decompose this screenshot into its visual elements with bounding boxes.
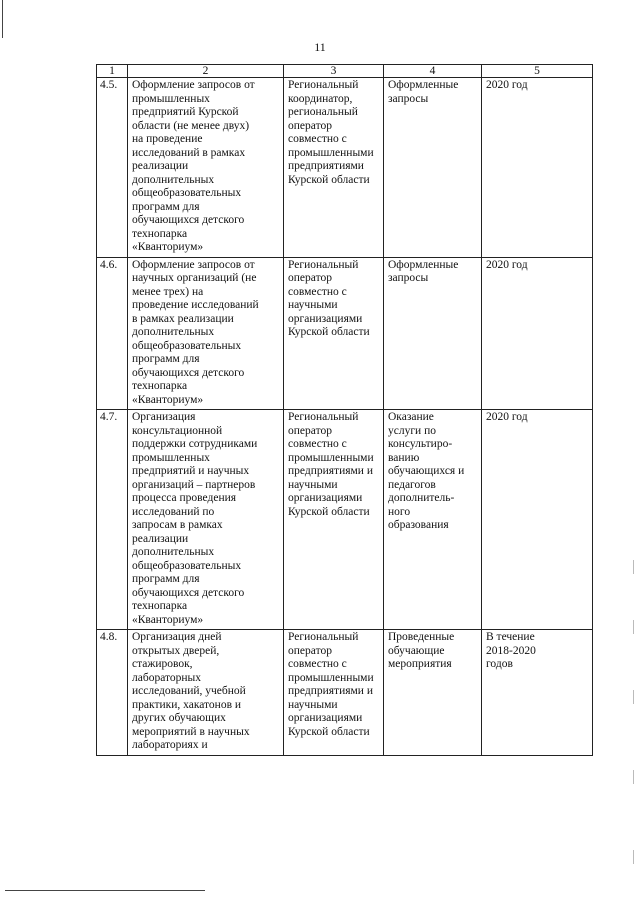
table-row: [97, 257, 593, 410]
cell-text-line: обучающихся детского: [132, 586, 245, 599]
cell-text-line: Курской области: [288, 505, 370, 518]
scan-edge-line: [2, 0, 3, 38]
cell-text-line: области (не менее двух): [132, 119, 250, 132]
cell-text-line: Региональный: [288, 411, 359, 423]
cell-text-line: запросы: [388, 272, 429, 284]
cell-text-line: годов: [486, 658, 513, 670]
cell-text-line: Проведенные: [388, 631, 455, 643]
cell-text-line: Курской области: [288, 725, 370, 738]
cell-text-line: обучающихся и: [388, 465, 465, 477]
executor-cell: [284, 78, 384, 258]
term-cell: [482, 410, 593, 630]
cell-text-line: предприятиями и: [288, 465, 373, 477]
cell-text-line: запросам в рамках: [132, 519, 223, 531]
cell-text-line: мероприятия: [388, 658, 452, 670]
cell-text-line: совместно с: [288, 133, 347, 145]
footnote-separator: [5, 890, 205, 891]
cell-text-line: Оказание: [388, 411, 434, 423]
cell-text-line: оператор: [288, 272, 332, 284]
result-cell: [384, 257, 482, 410]
cell-text-line: научными: [288, 698, 338, 711]
result-cell: [384, 410, 482, 630]
result-cell: [384, 78, 482, 258]
cell-text-line: Организация: [132, 411, 196, 423]
cell-text-line: Региональный: [288, 79, 359, 91]
executor-cell: [284, 410, 384, 630]
executor-cell: [284, 257, 384, 410]
column-header-5: 5: [482, 65, 593, 78]
cell-text-line: услуги по: [388, 424, 436, 437]
cell-text-line: организациями: [288, 492, 363, 504]
cell-text-line: промышленных: [132, 92, 210, 105]
activity-cell: [128, 410, 284, 630]
cell-text-line: промышленными: [288, 671, 374, 684]
cell-text-line: В течение: [486, 631, 535, 643]
cell-text-line: практики, хакатонов и: [132, 698, 242, 711]
cell-text-line: Региональный: [288, 631, 359, 643]
cell-text-line: 2018-2020: [486, 644, 536, 657]
cell-text-line: обучающие: [388, 644, 445, 657]
cell-text-line: 2020 год: [486, 258, 528, 271]
cell-text-line: дополнитель-: [388, 492, 455, 504]
cell-text-line: консультационной: [132, 424, 223, 437]
term-cell: [482, 630, 593, 756]
item-number: 4.7.: [97, 410, 128, 630]
result-cell: [384, 630, 482, 756]
cell-text-line: общеобразовательных: [132, 559, 242, 572]
cell-text-line: других обучающих: [132, 712, 226, 724]
table-row: [97, 78, 593, 258]
cell-text-line: обучающихся детского: [132, 366, 245, 379]
cell-text-line: Региональный: [288, 258, 359, 271]
cell-text-line: ванию: [388, 451, 420, 464]
item-number: 4.8.: [97, 630, 128, 756]
cell-text-line: исследований в рамках: [132, 146, 246, 159]
cell-text-line: оператор: [288, 424, 332, 437]
cell-text-line: промышленными: [288, 146, 374, 159]
cell-text-line: исследований, учебной: [132, 685, 246, 697]
table-row: [97, 630, 593, 756]
cell-text-line: научными: [288, 478, 338, 491]
cell-text-line: технопарка: [132, 600, 188, 612]
activity-cell: [128, 630, 284, 756]
plan-table: [96, 64, 593, 756]
item-number: 4.6.: [97, 257, 128, 410]
cell-text-line: открытых дверей,: [132, 644, 220, 657]
cell-text-line: мероприятий в научных: [132, 725, 250, 738]
column-header-1: 1: [97, 65, 128, 78]
cell-text-line: дополнительных: [132, 173, 215, 186]
cell-text-line: организациями: [288, 712, 363, 724]
cell-text-line: региональный: [288, 106, 358, 118]
cell-text-line: технопарка: [132, 227, 188, 240]
table-body: [97, 78, 593, 756]
cell-text-line: координатор,: [288, 92, 353, 105]
cell-text-line: стажировок,: [132, 658, 193, 670]
column-header-3: 3: [284, 65, 384, 78]
cell-text-line: «Кванториум»: [132, 393, 204, 406]
cell-text-line: «Кванториум»: [132, 241, 204, 253]
term-cell: [482, 257, 593, 410]
activity-cell: [128, 257, 284, 410]
cell-text-line: процесса проведения: [132, 492, 237, 504]
cell-text-line: Курской области: [288, 173, 370, 186]
cell-text-line: дополнительных: [132, 546, 215, 558]
table-row: [97, 410, 593, 630]
cell-text-line: общеобразовательных: [132, 339, 242, 352]
cell-text-line: педагогов: [388, 478, 436, 491]
cell-text-line: проведение исследований: [132, 299, 259, 311]
term-cell: [482, 78, 593, 258]
cell-text-line: дополнительных: [132, 326, 215, 338]
cell-text-line: предприятий Курской: [132, 106, 239, 118]
cell-text-line: реализации: [132, 160, 189, 172]
cell-text-line: лабораториях и: [132, 739, 208, 751]
cell-text-line: предприятиями и: [288, 685, 373, 697]
cell-text-line: «Кванториум»: [132, 613, 204, 626]
cell-text-line: обучающихся детского: [132, 214, 245, 226]
cell-text-line: программ для: [132, 573, 200, 585]
table-header-row: [97, 65, 593, 78]
cell-text-line: поддержки сотрудниками: [132, 438, 258, 450]
cell-text-line: Оформленные: [388, 79, 459, 91]
cell-text-line: 2020 год: [486, 79, 528, 91]
column-header-4: 4: [384, 65, 482, 78]
cell-text-line: образования: [388, 519, 449, 531]
cell-text-line: 2020 год: [486, 411, 528, 423]
cell-text-line: программ для: [132, 200, 200, 213]
cell-text-line: программ для: [132, 353, 200, 365]
item-number: 4.5.: [97, 78, 128, 258]
cell-text-line: оператор: [288, 119, 332, 132]
cell-text-line: общеобразовательных: [132, 187, 242, 199]
cell-text-line: предприятий и научных: [132, 465, 250, 477]
cell-text-line: промышленными: [288, 451, 374, 464]
cell-text-line: технопарка: [132, 380, 188, 392]
cell-text-line: Оформление запросов от: [132, 79, 255, 91]
column-header-2: 2: [128, 65, 284, 78]
page-number: 11: [314, 40, 326, 54]
cell-text-line: реализации: [132, 532, 189, 545]
cell-text-line: совместно с: [288, 285, 347, 298]
cell-text-line: совместно с: [288, 658, 347, 670]
cell-text-line: промышленных: [132, 451, 210, 464]
cell-text-line: научных организаций (не: [132, 272, 257, 284]
cell-text-line: исследований по: [132, 505, 215, 518]
cell-text-line: совместно с: [288, 438, 347, 450]
cell-text-line: Организация дней: [132, 631, 222, 643]
cell-text-line: запросы: [388, 92, 429, 105]
activity-cell: [128, 78, 284, 258]
cell-text-line: консультиро-: [388, 438, 453, 450]
cell-text-line: Оформленные: [388, 258, 459, 271]
cell-text-line: в рамках реализации: [132, 312, 234, 325]
cell-text-line: менее трех) на: [132, 285, 204, 298]
cell-text-line: ного: [388, 505, 411, 518]
cell-text-line: Курской области: [288, 326, 370, 338]
cell-text-line: Оформление запросов от: [132, 258, 255, 271]
cell-text-line: организаций – партнеров: [132, 478, 256, 491]
cell-text-line: оператор: [288, 644, 332, 657]
cell-text-line: на проведение: [132, 133, 203, 145]
executor-cell: [284, 630, 384, 756]
cell-text-line: организациями: [288, 312, 363, 325]
cell-text-line: научными: [288, 299, 338, 311]
cell-text-line: предприятиями: [288, 160, 364, 172]
cell-text-line: лабораторных: [132, 671, 202, 684]
scan-margin-marks: [630, 560, 634, 890]
